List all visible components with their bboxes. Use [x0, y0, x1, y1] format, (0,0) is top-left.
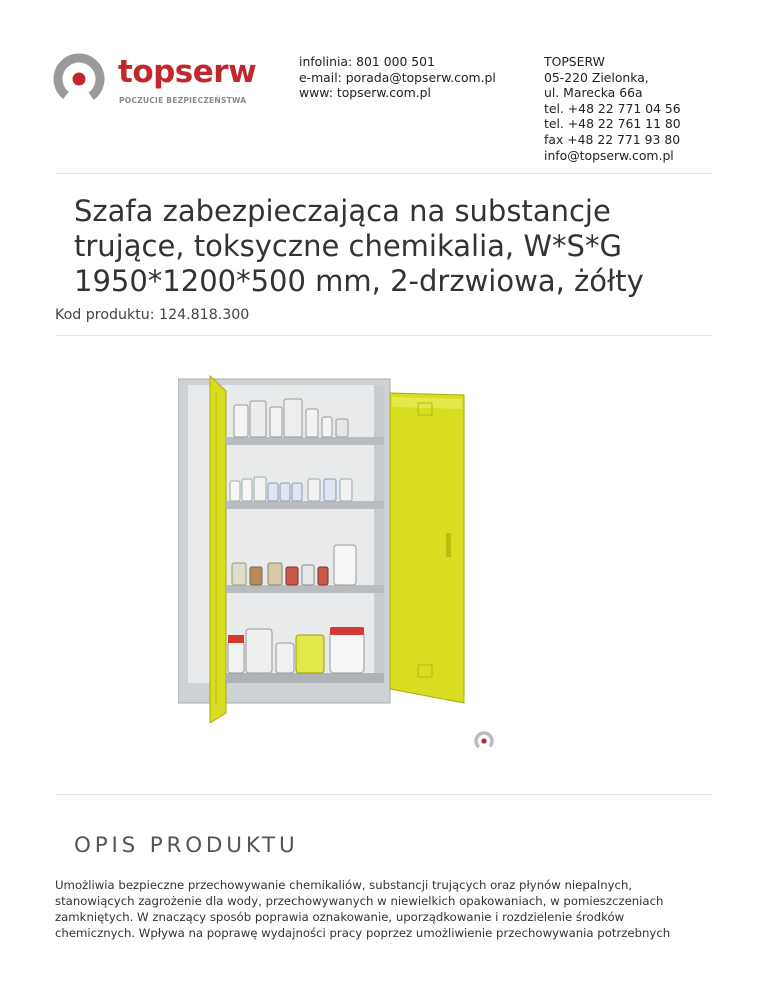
topserw-mark-icon [472, 729, 496, 753]
company-name: TOPSERW [544, 54, 605, 69]
contact-info-primary [299, 54, 496, 101]
email-link[interactable]: e-mail: porada@topserw.com.pl [299, 69, 496, 85]
description-line: Umożliwia bezpieczne przechowywanie chemikaliów, substancji trujących oraz płynów niepalnych, [55, 878, 633, 892]
logo-wordmark: topserw [118, 54, 257, 90]
product-image[interactable] [178, 373, 478, 723]
street-address: ul. Marecka 66a [544, 85, 643, 101]
topserw-logo[interactable] [52, 52, 262, 112]
postal-code: 05-220 Zielonka, [544, 69, 649, 85]
header-divider [55, 173, 713, 174]
product-title [74, 194, 714, 299]
phone-2: tel. +48 22 761 11 80 [544, 116, 681, 132]
description-heading: OPIS PRODUKTU [74, 832, 299, 858]
phone-1: tel. +48 22 771 04 56 [544, 100, 681, 116]
product-code: Kod produktu: 124.818.300 [55, 307, 250, 323]
contact-info-address [544, 54, 681, 163]
product-description [55, 877, 725, 941]
website-link[interactable]: www: topserw.com.pl [299, 85, 431, 101]
title-divider [55, 335, 713, 336]
title-line: trujące, toksyczne chemikalia, W*S*G [74, 229, 622, 263]
info-email-link[interactable]: info@topserw.com.pl [544, 147, 674, 163]
section-divider [55, 794, 713, 795]
description-line: stanowiących zagrożenie dla wody, przechowywanych w niewielkich opakowaniach, w pomieszczeniach [55, 894, 664, 908]
logo-ring-icon [52, 52, 114, 112]
fax-number: fax +48 22 771 93 80 [544, 131, 681, 147]
description-line: zamkniętych. W znaczący sposób poprawia oznakowanie, uporządkowanie i rozdzielenie środków [55, 910, 625, 924]
title-line: Szafa zabezpieczająca na substancje [74, 194, 611, 228]
logo-tagline: POCZUCIE BEZPIECZEŃSTWA [119, 96, 247, 105]
title-line: 1950*1200*500 mm, 2-drzwiowa, żółty [74, 264, 644, 298]
hotline-text: infolinia: 801 000 501 [299, 54, 435, 69]
description-line: chemicznych. Wpływa na poprawę wydajności pracy poprzez umożliwienie przechowywania potrzebnych [55, 926, 671, 940]
